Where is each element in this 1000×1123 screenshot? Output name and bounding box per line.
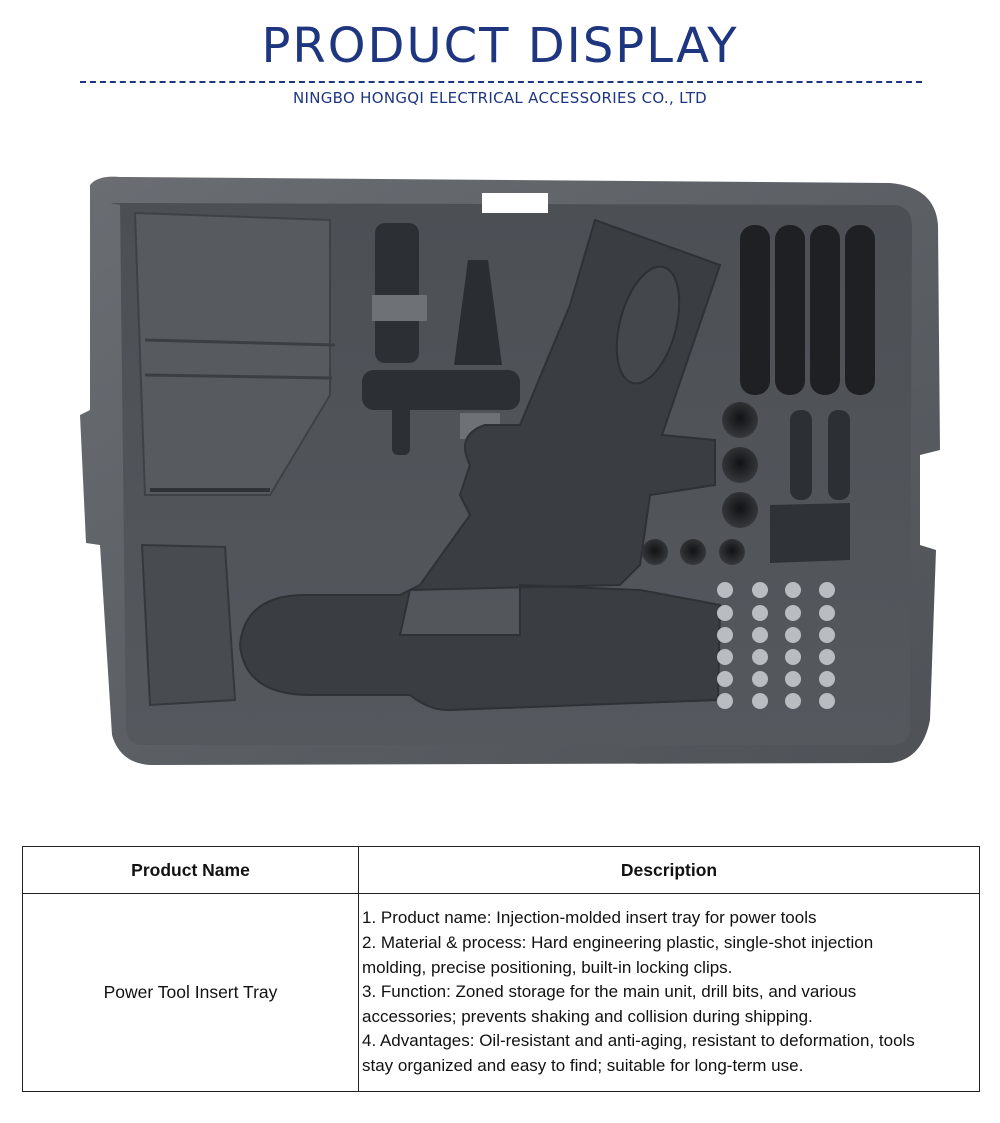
company-name: NINGBO HONGQI ELECTRICAL ACCESSORIES CO., LTD	[292, 89, 708, 107]
product-name-cell: Power Tool Insert Tray	[23, 894, 359, 1092]
description-line: 4. Advantages: Oil-resistant and anti-aging, resistant to deformation, tools	[362, 1031, 915, 1051]
table-row	[23, 894, 980, 1092]
description-line: molding, precise positioning, built-in locking clips.	[362, 957, 733, 977]
product-photo	[50, 165, 950, 785]
column-header-product-name: Product Name	[23, 847, 359, 894]
page-title: PRODUCT DISPLAY	[261, 18, 739, 74]
description-line: 3. Function: Zoned storage for the main unit, drill bits, and various	[362, 982, 857, 1002]
column-header-description: Description	[359, 847, 980, 894]
description-line: 1. Product name: Injection-molded insert tray for power tools	[362, 908, 817, 928]
description-cell	[359, 894, 980, 1092]
table-header-row	[23, 847, 980, 894]
description-line: accessories; prevents shaking and collision during shipping.	[362, 1006, 813, 1026]
description-line: stay organized and easy to find; suitable for long-term use.	[362, 1055, 804, 1075]
spec-table	[22, 846, 980, 1092]
title-divider	[80, 81, 922, 83]
description-line: 2. Material & process: Hard engineering plastic, single-shot injection	[362, 933, 874, 953]
